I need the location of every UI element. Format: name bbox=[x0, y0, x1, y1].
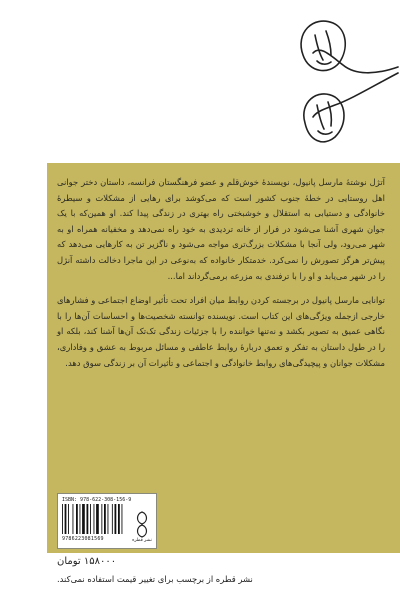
isbn-text: ISBN: 978-622-308-156-9 bbox=[62, 497, 132, 503]
price-notice: نشر قطره از برچسب برای تغییر قیمت استفاده نمی‌کند. bbox=[57, 574, 253, 584]
description-paragraph-1: آتژل نوشتهٔ مارسل پانیول، نویسندهٔ خوش‌قلم و عضو فرهنگستان فرانسه، داستان دختر جوانی اهل روستایی در خطهٔ جنوب کشور است که می‌کوشد برای رهایی از مشکلات و سیطرهٔ خانوادگی و دستیابی به استقلال و خوشبختی راه بهتری در زندگی پیدا کند. او همین‌که با یک جوان شهری آشنا می‌شود در فرار از خانه تردیدی به خود راه نمی‌دهد و مخفیانه همراه او به شهر می‌رود، ولی آنجا با مشکلات بزرگ‌تری مواجه می‌شود و ناگزیر تن به کارهایی می‌دهد که پیش‌تر هرگز تصورش را نمی‌کرد. خدمتکار خانواده که به‌نوعی در این ماجرا دخالت داشته آنژل را در شهر می‌یابد و او را با ترفندی به مزرعه برمی‌گرداند اما... bbox=[57, 177, 385, 281]
price-label: ۱۵۸۰۰۰ تومان bbox=[57, 556, 117, 567]
description-paragraph-2: توانایی مارسل پانیول در برجسته کردن روابط میان افراد تحت تأثیر اوضاع اجتماعی و فشارهای خارجی ازجمله ویژگی‌های این کتاب است. نویسنده توانسته شخصیت‌ها و احساسات آن‌ها را با نگاهی عمیق به تصویر بکشد و نه‌تنها خواننده را با جزئیات زندگی تک‌تک آن‌ها آشنا کند، بلکه او را در طول داستان به تفکر و تعمق دربارهٔ روابط عاطفی و مسائل مربوط به عشق و وفاداری، مشکلات جوانان و پیچیدگی‌های روابط خانوادگی و اجتماعی و تأثیرات آن بر زندگی سوق دهد. bbox=[57, 295, 385, 368]
publisher-logo-icon bbox=[225, 5, 400, 155]
publisher-mini-logo-icon bbox=[132, 510, 152, 540]
publisher-name-small: نشر قطره bbox=[132, 538, 152, 543]
book-description bbox=[57, 175, 385, 371]
barcode-label bbox=[57, 493, 157, 549]
barcode-icon bbox=[62, 504, 128, 534]
description-panel bbox=[47, 163, 400, 553]
barcode-number: 9786223081569 bbox=[62, 536, 104, 542]
